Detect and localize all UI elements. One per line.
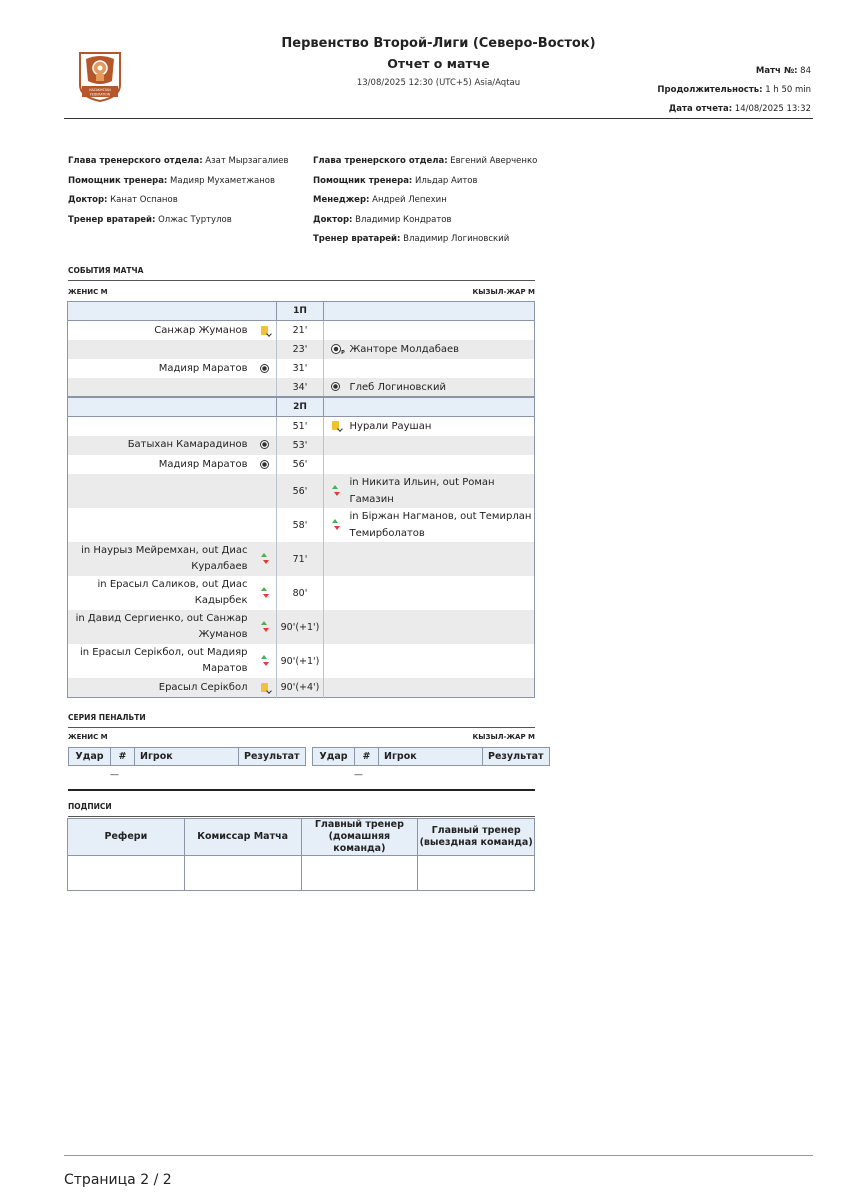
col-number: # <box>355 748 379 766</box>
staff-item: Глава тренерского отдела: Евгений Аверченко <box>313 156 538 166</box>
away-player: in Никита Ильин, out Роман Гамазин <box>348 474 535 508</box>
events-section-title: СОБЫТИЯ МАТЧА <box>68 266 535 281</box>
yellow-card-icon <box>332 421 339 430</box>
home-player: in Наурыз Мейремхан, out Диас Куралбаев <box>68 542 254 576</box>
away-player <box>348 610 535 644</box>
period-header-row <box>68 302 535 321</box>
substitution-icon <box>260 655 269 666</box>
staff-item: Помощник тренера: Ильдар Аитов <box>313 175 478 186</box>
event-minute: 90'(+1') <box>277 610 324 644</box>
report-title: Отчет о матче <box>387 56 490 71</box>
away-player <box>348 644 535 678</box>
penalty-teams-row <box>68 733 535 741</box>
event-row <box>68 378 535 397</box>
home-player <box>68 474 254 508</box>
event-minute: 21' <box>277 321 324 340</box>
away-player: Жанторе Молдабаев <box>348 340 535 359</box>
event-row <box>68 644 535 678</box>
sign-home-coach-header: Главный тренер (домашняя команда) <box>301 819 418 856</box>
event-row <box>68 455 535 474</box>
report-date: 14/08/2025 13:32 <box>734 104 811 114</box>
events-teams-row <box>68 288 535 296</box>
match-events-table <box>67 301 535 698</box>
goal-icon <box>331 382 340 391</box>
substitution-icon <box>260 587 269 598</box>
event-minute: 51' <box>277 417 324 436</box>
col-player: Игрок <box>135 748 239 766</box>
event-minute: 58' <box>277 508 324 542</box>
report-header <box>64 28 813 119</box>
home-team-name: ЖЕНИС М <box>68 288 108 296</box>
col-result: Результат <box>239 748 306 766</box>
event-minute: 34' <box>277 378 324 397</box>
duration-label: Продолжительность: <box>657 85 763 95</box>
event-row <box>68 474 535 508</box>
away-player: in Біржан Нагманов, out Темирлан Темирболатов <box>349 511 532 540</box>
home-player: Мадияр Маратов <box>158 362 248 374</box>
substitution-icon <box>260 553 269 564</box>
penalty-section-title: СЕРИЯ ПЕНАЛЬТИ <box>68 713 535 728</box>
staff-item: Помощник тренера: Мадияр Мухаметжанов <box>68 175 276 186</box>
match-no-label: Матч №: <box>755 66 798 76</box>
home-penalty-empty: — <box>110 770 119 780</box>
home-player: Ерасыл Серікбол <box>68 678 254 697</box>
substitution-icon <box>260 621 269 632</box>
sign-commissioner-cell <box>184 856 301 891</box>
home-player <box>68 508 254 542</box>
event-row <box>68 340 535 359</box>
home-player: in Ерасыл Серікбол, out Мадияр Маратов <box>80 647 248 675</box>
staff-item: Доктор: Канат Оспанов <box>68 195 178 206</box>
event-minute: 90'(+4') <box>277 678 324 697</box>
away-player <box>348 436 535 455</box>
duration: 1 h 50 min <box>765 85 811 95</box>
penalty-home-team: ЖЕНИС М <box>68 733 108 741</box>
penalty-goal-icon <box>331 344 341 354</box>
sign-referee-cell <box>68 856 185 891</box>
home-player: Мадияр Маратов <box>158 458 248 470</box>
penalty-away-team: КЫЗЫЛ-ЖАР М <box>472 733 535 741</box>
event-minute: 53' <box>277 436 324 455</box>
staff-item: Тренер вратарей: Олжас Туртулов <box>68 214 232 225</box>
signatures-table <box>67 818 535 891</box>
event-minute: 71' <box>277 542 324 576</box>
event-minute: 56' <box>277 455 324 474</box>
home-player: Батыхан Камарадинов <box>68 436 254 455</box>
match-datetime: 13/08/2025 12:30 (UTC+5) Asia/Aqtau <box>356 78 521 88</box>
event-minute: 23' <box>277 340 324 359</box>
event-row <box>68 576 535 610</box>
away-player <box>348 455 535 474</box>
league-title: Первенство Второй-Лиги (Северо-Восток) <box>281 36 596 51</box>
event-row <box>68 436 535 455</box>
event-row <box>68 610 535 644</box>
away-staff-list <box>313 152 537 250</box>
sign-referee-header: Рефери <box>68 819 185 856</box>
goal-icon <box>260 460 269 469</box>
staff-item: Глава тренерского отдела: Азат Мырзагалиев <box>68 156 289 166</box>
away-player <box>348 542 535 576</box>
staff-item: Тренер вратарей: Владимир Логиновский <box>313 234 510 245</box>
signatures-section-title: ПОДПИСИ <box>68 802 535 817</box>
period-header-row <box>68 397 535 416</box>
staff-item: Менеджер: Андрей Лепехин <box>313 195 447 206</box>
event-row <box>68 321 535 340</box>
event-minute: 56' <box>277 474 324 508</box>
away-player <box>348 678 535 697</box>
footer-divider <box>64 1155 813 1156</box>
svg-text:KAZAKHSTAN: KAZAKHSTAN <box>89 88 111 92</box>
period-label: 2П <box>277 397 324 416</box>
away-player: Нурали Раушан <box>349 420 432 432</box>
event-row <box>68 542 535 576</box>
away-player <box>348 576 535 610</box>
home-staff-list <box>68 152 289 230</box>
home-penalty-table <box>68 747 306 766</box>
event-row <box>68 508 535 542</box>
substitution-icon <box>331 519 340 530</box>
sign-home-coach-cell <box>301 856 418 891</box>
event-minute: 31' <box>277 359 324 378</box>
away-player: Глеб Логиновский <box>348 378 535 397</box>
col-shot: Удар <box>69 748 111 766</box>
home-player <box>68 340 254 359</box>
sign-away-coach-header: Главный тренер (выездная команда) <box>418 819 535 856</box>
event-minute: 80' <box>277 576 324 610</box>
col-player: Игрок <box>379 748 483 766</box>
page-number: Страница 2 / 2 <box>64 1172 172 1188</box>
goal-icon <box>260 364 269 373</box>
home-player: Санжар Жуманов <box>154 324 248 336</box>
match-meta <box>657 62 811 119</box>
staff-item: Доктор: Владимир Кондратов <box>313 214 452 225</box>
col-number: # <box>111 748 135 766</box>
away-player <box>348 321 535 340</box>
away-penalty-empty: — <box>354 770 363 780</box>
event-minute: 90'(+1') <box>277 644 324 678</box>
report-date-label: Дата отчета: <box>668 104 733 114</box>
goal-icon <box>260 440 269 449</box>
col-shot: Удар <box>313 748 355 766</box>
away-penalty-table <box>312 747 550 766</box>
sign-commissioner-header: Комиссар Матча <box>184 819 301 856</box>
event-row <box>68 359 535 378</box>
yellow-card-icon <box>261 683 268 692</box>
sign-away-coach-cell <box>418 856 535 891</box>
yellow-card-icon <box>261 326 268 335</box>
svg-text:FEDERATION: FEDERATION <box>89 92 111 97</box>
event-row <box>68 678 535 697</box>
col-result: Результат <box>483 748 550 766</box>
match-no: 84 <box>800 66 811 76</box>
divider <box>68 789 535 791</box>
home-player: in Давид Сергиенко, out Санжар Жуманов <box>68 610 254 644</box>
away-player <box>348 359 535 378</box>
substitution-icon <box>331 485 340 496</box>
away-team-name: КЫЗЫЛ-ЖАР М <box>472 288 535 296</box>
home-player <box>68 378 254 397</box>
event-row <box>68 417 535 436</box>
home-player: in Ерасыл Саликов, out Диас Кадырбек <box>97 579 248 607</box>
period-label: 1П <box>277 302 324 321</box>
home-player <box>68 417 254 436</box>
